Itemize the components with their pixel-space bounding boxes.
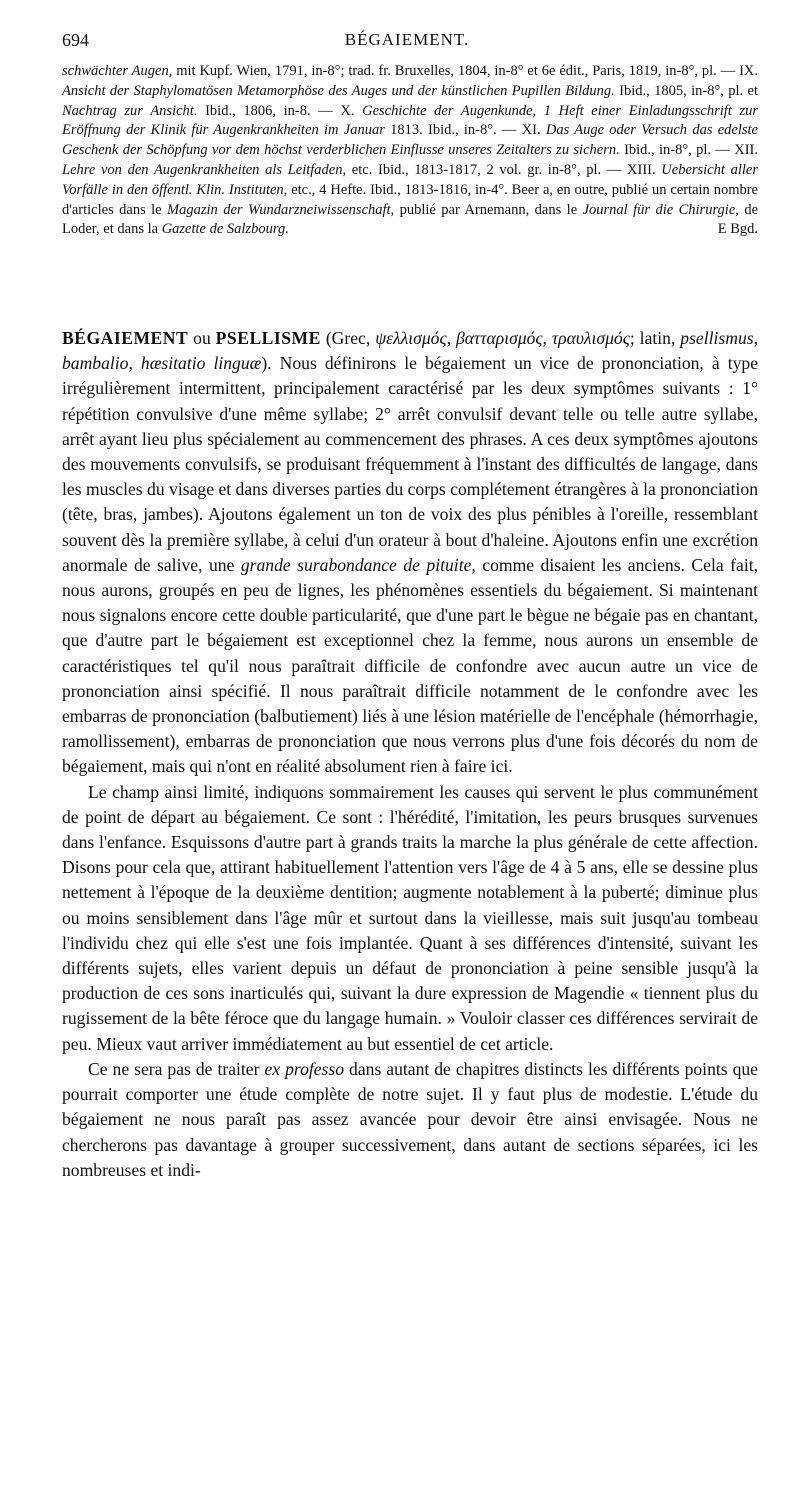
headword: BÉGAIEMENT — [62, 328, 189, 348]
paragraph-text: Ce ne sera pas de traiter — [88, 1058, 265, 1079]
biblio-text: publié par Arnemann, dans le — [394, 201, 583, 218]
latin-label: ; latin, — [629, 328, 681, 348]
biblio-title: Magazin der Wundarzneiwissenschaft, — [167, 201, 395, 218]
headword-synonym: PSELLISME — [215, 328, 321, 348]
paragraph-text: dans autant de chapitres distincts les différents points que pourrait comporter une étude complète de notre sujet. Il y faut plus de modestie. L'étude du bégaiement ne nous paraît pas assez avancée pour devoir être ainsi envisagée. Nous ne chercherons pas davantage à grouper successivement, dans autant de sections séparées, ici les nombreuses et indi- — [62, 1058, 758, 1180]
biblio-text: mit Kupf. Wien, 1791, in-8°; trad. fr. Bruxelles, 1804, in-8° et 6e édit., Paris, 1819, in-8°, pl. — IX. — [172, 63, 758, 79]
biblio-text: de Loder, et dans la — [62, 201, 759, 238]
page-header — [62, 30, 752, 54]
article-paragraph — [62, 326, 758, 780]
article-body — [62, 326, 758, 1183]
biblio-text: etc., 4 Hefte. Ibid., 1813-1816, in-4°. Beer a, en outre, publié un certain nombre d'articles dans le — [62, 181, 758, 218]
greek-terms: ψελλισμός, βατταρισμός, τραυλισμός — [375, 328, 630, 348]
biblio-title: Geschichte der Augenkunde, 1 Heft einer Einladungsschrift zur Eröffnung der Klinik für Augenkrankheiten im Januar — [62, 102, 759, 139]
etymology-label: (Grec, — [320, 328, 376, 348]
page-number: 694 — [62, 30, 89, 50]
article-paragraph — [62, 1057, 758, 1183]
biblio-title: Uebersicht aller Vorfälle in den öffentl. Klin. Instituten, — [62, 161, 758, 198]
biblio-text: Ibid., 1806, in-8. — X. — [197, 102, 363, 119]
paragraph-text: ). Nous définirons le bégaiement un vice de prononciation, à type irrégulièrement intermittent, principalement caractérisé par les deux symptômes suivants : 1° répétition convulsive d'une même syllabe; 2° arrêt convulsif devant telle ou telle autre syllabe, arrêt ayant lieu plus spécialement au commencement des phrases. A ces deux symptômes ajoutons des mouvements convulsifs, se produisant fréquemment à l'instant des difficultés de langage, dans les muscles du visage et dans diverses parties du corps complétement étrangères à la prononciation (tête, bras, jambes). Ajoutons également un ton de voix des plus pénibles à l'oreille, ressemblant souvent dès la première syllabe, à celui d'un orateur à bout d'haleine. Ajoutons enfin une excrétion anormale de salive, une — [62, 353, 758, 575]
biblio-text: etc. Ibid., 1813-1817, 2 vol. gr. in-8°, pl. — XIII. — [346, 161, 662, 178]
biblio-title: Das Auge oder Versuch das edelste Geschenk der Schöpfung vor dem höchst verderblichen Einflusse unseres Zeitalters zu sichern. — [62, 122, 758, 159]
biblio-title: Journal für die Chirurgie, — [582, 201, 739, 218]
bibliography-block — [62, 62, 758, 240]
biblio-title: Nachtrag zur Ansicht. — [62, 102, 198, 119]
latin-terms: psellismus, bambalio, hæsitatio linguæ — [62, 328, 758, 374]
emphasis-text: grande surabondance de pituite — [240, 554, 472, 575]
emphasis-text: ex professo — [264, 1058, 345, 1079]
article-paragraph: Le champ ainsi limité, indiquons sommairement les causes qui servent le plus communément de point de départ au bégaiement. Ce sont : l'hérédité, l'imitation, les peurs brusques survenues dans l'enfance. Esquissons d'autre part à grands traits la marche la plus générale de cette affection. Disons pour cela que, attirant habituellement l'attention vers l'âge de 4 à 5 ans, elle se dessine plus nettement à l'époque de la deuxième dentition; augmente notablement à la puberté; diminue plus ou moins sensiblement dans l'âge mûr et surtout dans la vieillesse, mais suit jusqu'au tombeau l'individu chez qui elle s'est une fois implantée. Quant à ses différences d'intensité, suivant les différents sujets, elles varient depuis un défaut de prononciation à peine sensible jusqu'à la production de ces sons inarticulés qui, suivant la dure expression de Magendie « tiennent plus du rugissement de la bête féroce que du langage humain. » Vouloir classer ces différences servirait de peu. Mieux vaut arriver immédiatement au but essentiel de cet article. — [62, 781, 758, 1054]
author-signature: E Bgd. — [717, 221, 758, 238]
biblio-title: Gazette de Salzbourg. — [161, 221, 289, 238]
biblio-text: 1813. Ibid., in-8°. — XI. — [384, 122, 546, 139]
headword-connector: ou — [188, 328, 216, 348]
biblio-text: Ibid., in-8°, pl. — XII. — [619, 142, 758, 159]
running-title: BÉGAIEMENT. — [344, 30, 470, 49]
biblio-title: schwächter Augen, — [62, 63, 173, 79]
biblio-title: Lehre von den Augenkrankheiten als Leitfaden, — [62, 161, 347, 178]
paragraph-text: , comme disaient les anciens. Cela fait, nous aurons, groupés en peu de lignes, les phénomènes essentiels du bégaiement. Si maintenant nous signalons encore cette double particularité, que d'une part le bègue ne bégaie pas en chantant, que d'autre part le bégaiement est exceptionnel chez la femme, nous aurons un ensemble de caractéristiques tel qu'il nous paraîtrait difficile de confondre avec aucun autre un vice de prononciation ainsi spécifié. Il nous paraîtrait difficile notamment de le confondre avec les embarras de prononciation (balbutiement) liés à une lésion matérielle de l'encéphale (hémorrhagie, ramollissement), embarras de prononciation que nous verrons plus d'une fois décorés du nom de bégaiement, mais qui n'ont en réalité absolument rien à faire ici. — [62, 554, 758, 777]
biblio-title: Ansicht der Staphylomatösen Metamorphöse des Auges und der künstlichen Pupillen Bildung. — [62, 82, 615, 99]
biblio-text: Ibid., 1805, in-8°, pl. et — [614, 82, 758, 99]
